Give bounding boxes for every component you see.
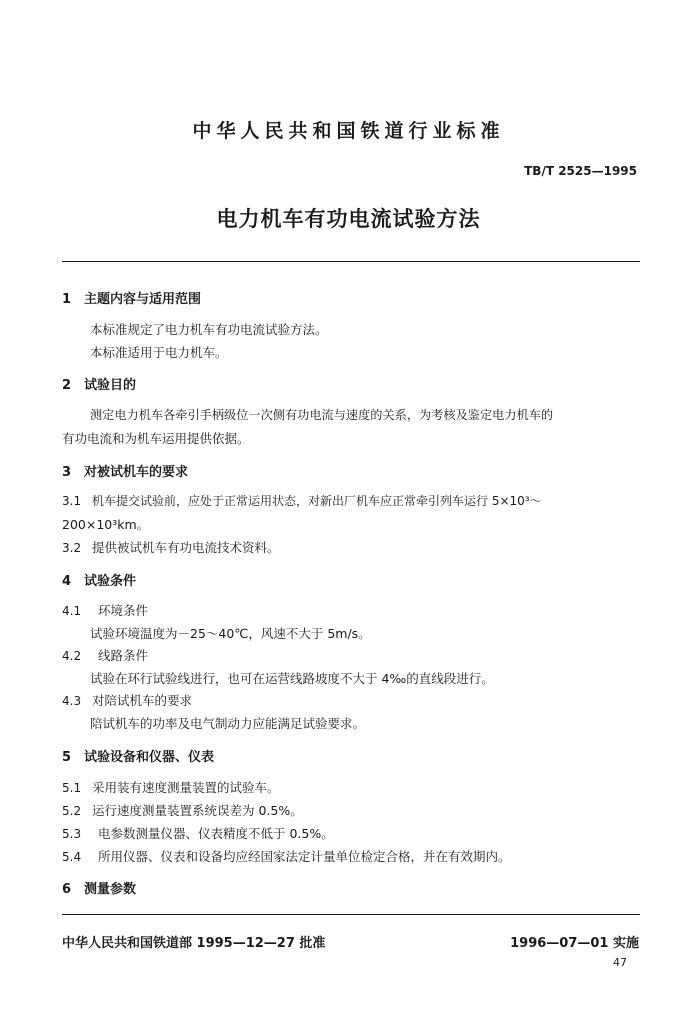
section-number: 6 [62, 882, 72, 897]
section-number: 4 [62, 574, 72, 589]
paragraph-continuation: 有功电流和为机车运用提供依据。 [62, 431, 250, 446]
clause-text: 所用仪器、仪表和设备均应经国家法定计量单位检定合格，并在有效期内。 [98, 849, 511, 864]
clause-continuation: 200×10³km。 [62, 517, 150, 532]
implementation-date: 1996—07—01 实施 [510, 936, 639, 951]
clause-5-1 [62, 778, 280, 796]
clause-4-3 [62, 691, 192, 709]
approval-line: 中华人民共和国铁道部 1995—12—27 批准 [62, 936, 326, 951]
section-number: 2 [62, 378, 72, 393]
section-4-heading [62, 570, 136, 589]
clause-text: 提供被试机车有功电流技术资料。 [92, 540, 280, 555]
clause-4-2 [62, 646, 148, 664]
clause-text: 对陪试机车的要求 [92, 693, 193, 708]
document-title: 电力机车有功电流试验方法 [216, 207, 481, 231]
clause-number: 5.2 [62, 804, 82, 818]
clause-body: 试验环境温度为－25～40℃，风速不大于 5m/s。 [90, 626, 371, 641]
clause-number: 4.3 [62, 694, 82, 708]
clause-5-3 [62, 824, 334, 842]
section-3-heading [62, 461, 188, 480]
clause-5-2 [62, 801, 303, 819]
standard-number: TB/T 2525—1995 [524, 164, 637, 178]
section-2-heading [62, 374, 136, 393]
section-number: 5 [62, 750, 72, 765]
org-title: 中华人民共和国铁道行业标准 [192, 120, 505, 142]
section-title: 对被试机车的要求 [84, 465, 189, 480]
section-1-heading [62, 288, 201, 307]
clause-number: 5.4 [62, 850, 82, 864]
clause-text: 机车提交试验前，应处于正常运用状态，对新出厂机车应正常牵引列车运行 5×10³～ [92, 494, 542, 508]
clause-text: 环境条件 [98, 603, 149, 618]
clause-4-1 [62, 601, 148, 619]
section-title: 试验目的 [84, 378, 137, 393]
top-rule [62, 261, 640, 262]
paragraph: 测定电力机车各牵引手柄级位一次侧有功电流与速度的关系，为考核及鉴定电力机车的 [90, 408, 554, 422]
paragraph: 本标准适用于电力机车。 [90, 345, 228, 360]
clause-text: 运行速度测量装置系统误差为 0.5%。 [92, 803, 303, 818]
clause-3-1 [62, 492, 542, 509]
section-title: 试验条件 [84, 574, 137, 589]
section-6-heading [62, 878, 136, 897]
clause-number: 5.3 [62, 827, 82, 841]
clause-3-2 [62, 538, 280, 556]
bottom-rule [62, 914, 640, 915]
clause-text: 采用装有速度测量装置的试验车。 [92, 780, 280, 795]
clause-body: 陪试机车的功率及电气制动力应能满足试验要求。 [90, 716, 366, 731]
section-number: 1 [62, 292, 72, 307]
page-number: 47 [613, 956, 627, 969]
clause-number: 4.1 [62, 604, 82, 618]
section-number: 3 [62, 465, 72, 480]
section-title: 试验设备和仪器、仪表 [84, 750, 215, 765]
section-5-heading [62, 746, 214, 765]
clause-body: 试验在环行试验线进行，也可在运营线路坡度不大于 4‰的直线段进行。 [90, 671, 494, 686]
section-title: 主题内容与适用范围 [84, 292, 202, 307]
section-title: 测量参数 [84, 882, 137, 897]
clause-5-4 [62, 847, 511, 865]
paragraph: 本标准规定了电力机车有功电流试验方法。 [90, 322, 328, 337]
clause-text: 线路条件 [98, 648, 149, 663]
clause-number: 5.1 [62, 781, 82, 795]
clause-number: 3.1 [62, 494, 82, 508]
clause-number: 4.2 [62, 649, 82, 663]
clause-number: 3.2 [62, 541, 82, 555]
clause-text: 电参数测量仪器、仪表精度不低于 0.5%。 [98, 826, 334, 841]
